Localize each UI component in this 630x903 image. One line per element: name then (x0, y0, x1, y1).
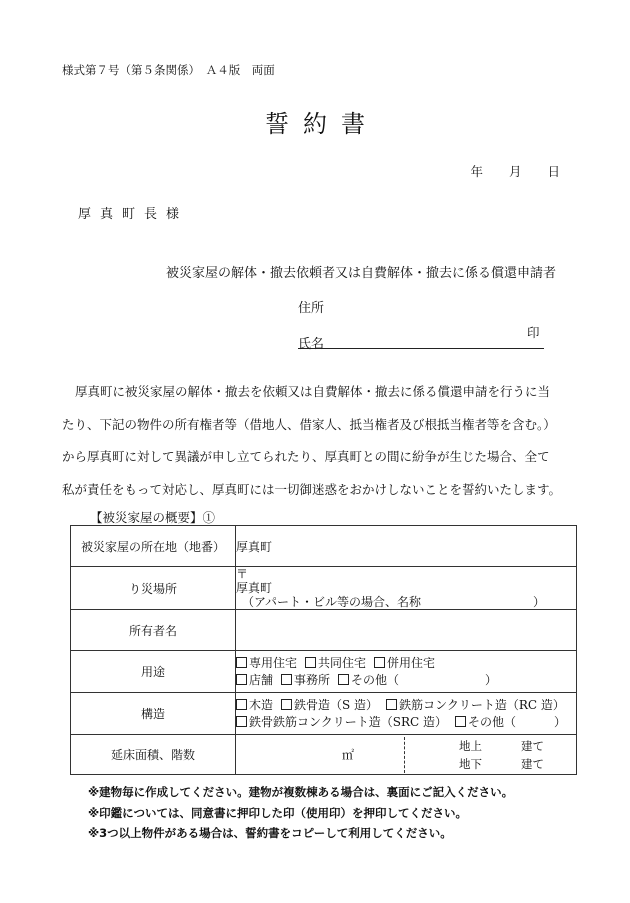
usage-row-1 (236, 655, 576, 672)
structure-label: 構造 (71, 693, 236, 735)
table-row (71, 693, 577, 735)
checkbox-icon[interactable] (281, 699, 292, 710)
below-ground-label: 地下 (459, 756, 482, 771)
notes (88, 782, 513, 844)
usage-option-store[interactable]: 店舗 (236, 673, 273, 687)
apartment-name-line (236, 595, 576, 609)
below-ground-row (459, 755, 576, 773)
address-label: 住所 (298, 301, 325, 316)
name-label: 氏名 (298, 337, 325, 352)
pledge-line: 私が責任をもって対応し、厚真町には一切御迷惑をおかけしないことを誓約いたします。 (62, 481, 562, 497)
table-row (71, 610, 577, 651)
area-unit: ㎡ (341, 748, 354, 762)
document-title: 誓約書 (265, 110, 379, 138)
checkbox-icon[interactable] (455, 716, 466, 727)
above-ground-row (459, 737, 576, 755)
floor-area-cell (236, 735, 577, 775)
table-row (71, 526, 577, 567)
pledge-line: から厚真町に対して異議が申し立てられたり、厚真町との間に紛争が生じた場合、全て (62, 449, 550, 464)
pledge-body (62, 376, 562, 506)
structure-row-1 (236, 697, 576, 714)
usage-label: 用途 (71, 651, 236, 693)
below-ground-unit: 建て (521, 756, 544, 771)
note-line: ※建物毎に作成してください。建物が複数棟ある場合は、裏面にご記入ください。 (88, 785, 514, 799)
checkbox-icon[interactable] (338, 674, 349, 685)
owner-field[interactable] (236, 610, 577, 651)
structure-option-src[interactable]: 鉄骨鉄筋コンクリート造（SRC 造） (236, 715, 447, 729)
checkbox-icon[interactable] (305, 657, 316, 668)
location-label: 被災家屋の所在地（地番） (71, 526, 236, 567)
usage-option-office[interactable]: 事務所 (281, 673, 330, 687)
floor-area-label: 延床面積、階数 (71, 735, 236, 775)
date-day: 日 (547, 164, 560, 179)
usage-other-close: ） (485, 672, 498, 687)
checkbox-icon[interactable] (236, 699, 247, 710)
table-row (71, 651, 577, 693)
table-row (71, 567, 577, 610)
structure-option-rc[interactable]: 鉄筋コンクリート造（RC 造） (386, 698, 565, 712)
usage-option-exclusive-house[interactable]: 専用住宅 (236, 656, 297, 670)
seal-mark: 印 (527, 325, 540, 340)
pledge-line: 厚真町に被災家屋の解体・撤去を依頼又は自費解体・撤去に係る償還申請を行うに当 (75, 384, 551, 399)
note-line: ※印鑑については、同意書に押印した印（使用印）を押印してください。 (88, 805, 467, 820)
floor-area-split (236, 737, 576, 773)
usage-option-other[interactable]: その他（ (338, 673, 399, 687)
checkbox-icon[interactable] (281, 674, 292, 685)
location-field[interactable] (236, 526, 577, 567)
house-overview-table (70, 525, 577, 775)
location-value: 厚真町 (236, 539, 273, 554)
note-line: ※3つ以上物件がある場合は、誓約書をコピーして利用してください。 (88, 826, 452, 840)
apartment-note: （アパート・ビル等の場合、名称 (242, 595, 422, 609)
name-underline (298, 348, 544, 349)
structure-options (236, 693, 577, 735)
owner-label: 所有者名 (71, 610, 236, 651)
disaster-site-label: り災場所 (71, 567, 236, 610)
overview-section-title: 【被災家屋の概要】① (90, 510, 216, 525)
applicant-role: 被災家屋の解体・撤去依頼者又は自費解体・撤去に係る償還申請者 (165, 266, 556, 281)
usage-options (236, 651, 577, 693)
usage-option-shared-house[interactable]: 共同住宅 (305, 656, 366, 670)
structure-row-2 (236, 714, 576, 731)
form-number: 様式第７号（第５条関係） Ａ４版 両面 (62, 63, 275, 77)
postal-mark: 〒 (236, 567, 249, 581)
structure-option-steel[interactable]: 鉄骨造（S 造） (281, 698, 378, 712)
date-month: 月 (508, 164, 522, 179)
floor-area-field[interactable] (236, 737, 405, 773)
date-line (0, 162, 560, 180)
structure-option-other[interactable]: その他（ (455, 715, 516, 729)
above-ground-label: 地上 (459, 738, 482, 753)
apartment-close: ） (533, 595, 546, 609)
checkbox-icon[interactable] (236, 674, 247, 685)
disaster-site-field[interactable] (236, 567, 577, 610)
usage-row-2 (236, 672, 576, 689)
table-row (71, 735, 577, 775)
checkbox-icon[interactable] (374, 657, 385, 668)
stories-field[interactable] (405, 737, 576, 773)
checkbox-icon[interactable] (236, 716, 247, 727)
usage-option-mixed-use-house[interactable]: 併用住宅 (374, 656, 435, 670)
disaster-site-town: 厚真町 (236, 581, 273, 595)
above-ground-unit: 建て (521, 738, 544, 753)
date-year: 年 (470, 164, 483, 179)
addressee: 厚真町長様 (78, 207, 189, 222)
structure-option-wood[interactable]: 木造 (236, 698, 273, 712)
structure-other-close: ） (554, 714, 567, 729)
pledge-line: たり、下記の物件の所有権者等（借地人、借家人、抵当権者及び根抵当権者等を含む。） (62, 416, 556, 432)
checkbox-icon[interactable] (236, 657, 247, 668)
checkbox-icon[interactable] (386, 699, 397, 710)
